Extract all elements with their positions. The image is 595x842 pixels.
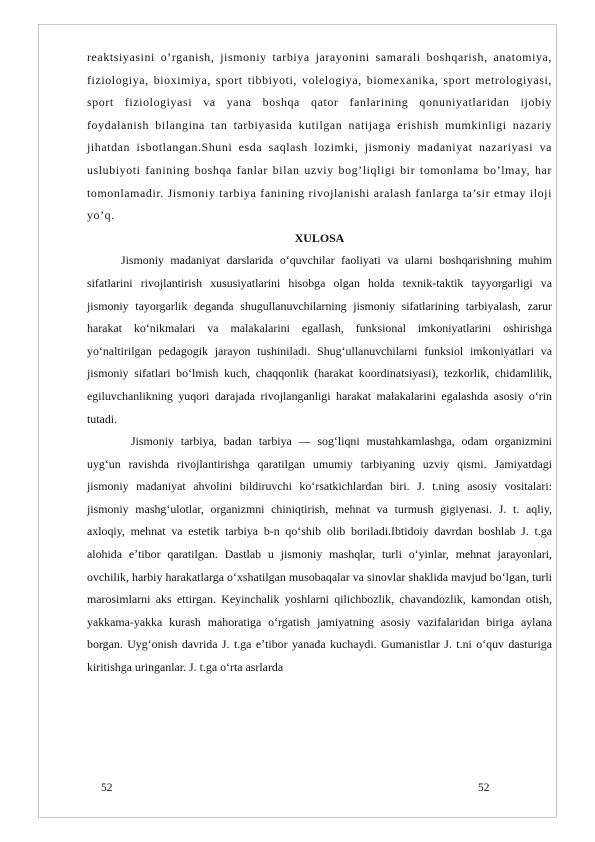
paragraph-2: Jismoniy tarbiya, badan tarbiya — sogʻliqni mustahkamlashga, odam organizmini uygʻun ravishda rivojlantirishga qaratilgan umumiy tarbiyaning uzviy qismi. Jamiyatdagi jismoniy madaniyat ahvolini bildiruvchi koʻrsatkichlardan biri. J. t.ning asosiy vositalari: jismoniy mashgʻulotlar, organizmni chiniqtirish, mehnat va turmush gigiyenasi. J. t. aqliy, axloqiy, mehnat va estetik tarbiya b-n qoʻshib olib boriladi.Ibtidoiy davrdan boshlab J. t.ga alohida eʼtibor qaratilgan. Dastlab u jismoniy mashqlar, turli oʻyinlar, mehnat jarayonlari, ovchilik, harbiy harakatlarga oʻxshatilgan musobaqalar va sinovlar shaklida mavjud boʻlgan, turli marosimlarni aks ettirgan. Keyinchalik yoshlarni qilichbozlik, chavandozlik, kamondan otish, yakkama-yakka kurash mahoratiga oʻrgatish jamiyatning asosiy vazifalaridan biriga aylana borgan. Uygʻonish davrida J. t.ga eʼtibor yanada kuchaydi. Gumanistlar J. t.ni oʻquv dasturiga kiritishga uringanlar. J. t.ga oʻrta asrlarda (87, 434, 552, 675)
page-number-left: 52 (101, 782, 113, 794)
paragraph-1: Jismoniy madaniyat darslarida o‘quvchilar faoliyati va ularni boshqarishning muhim sifatlarini rivojlantirish xususiyatlarini hisobga olgan holda texnik-taktik tayyorgarligi va jismoniy tayorgarlik deganda shugullanuvchilarning jismoniy sifatlarining tarbiyalash, zarur harakat ko‘nikmalari va malakalarini egallash, funksional imkoniyatlarini oshirishga yo‘naltirilgan pedagogik jarayon tushiniladi. Shug‘ullanuvchilarni funksiol imkoniyatlari va jismoniy sifatlari bo‘lmish kuch, chaqqonlik (harakat koordinatsiyasi), tezkorlik, chidamlilik, egiluvchanlikning yuqori darajada rivojlanganligi harakat malakalarini egalashda asosiy o‘rin tutadi. (87, 253, 552, 426)
page-number-right: 52 (478, 782, 490, 794)
page-content (87, 46, 552, 679)
paragraph-top: reaktsiyasini o’rganish, jismoniy tarbiya jarayonini samarali boshqarish, anatomiya, fiziologiya, bioximiya, sport tibbiyoti, volelogiya, biomexanika, sport metrologiyasi, sport fiziologiyasi va yana boshqa qator fanlarining qonuniyatlaridan ijobiy foydalanish bilangina tan tarbiyasida kutilgan natijaga erishish mumkinligi nazariy jihatdan isbotlangan.Shuni esda saqlash lozimki, jismoniy madaniyat nazariyasi va uslubiyoti fanining boshqa fanlar bilan uzviy bog’liqligi bir tomonlama bo’lmay, har tomonlamadir. Jismoniy tarbiya fanining rivojlanishi aralash fanlarga ta’sir etmay iloji yo’q. (87, 50, 552, 223)
section-heading: XULOSA (294, 230, 345, 245)
